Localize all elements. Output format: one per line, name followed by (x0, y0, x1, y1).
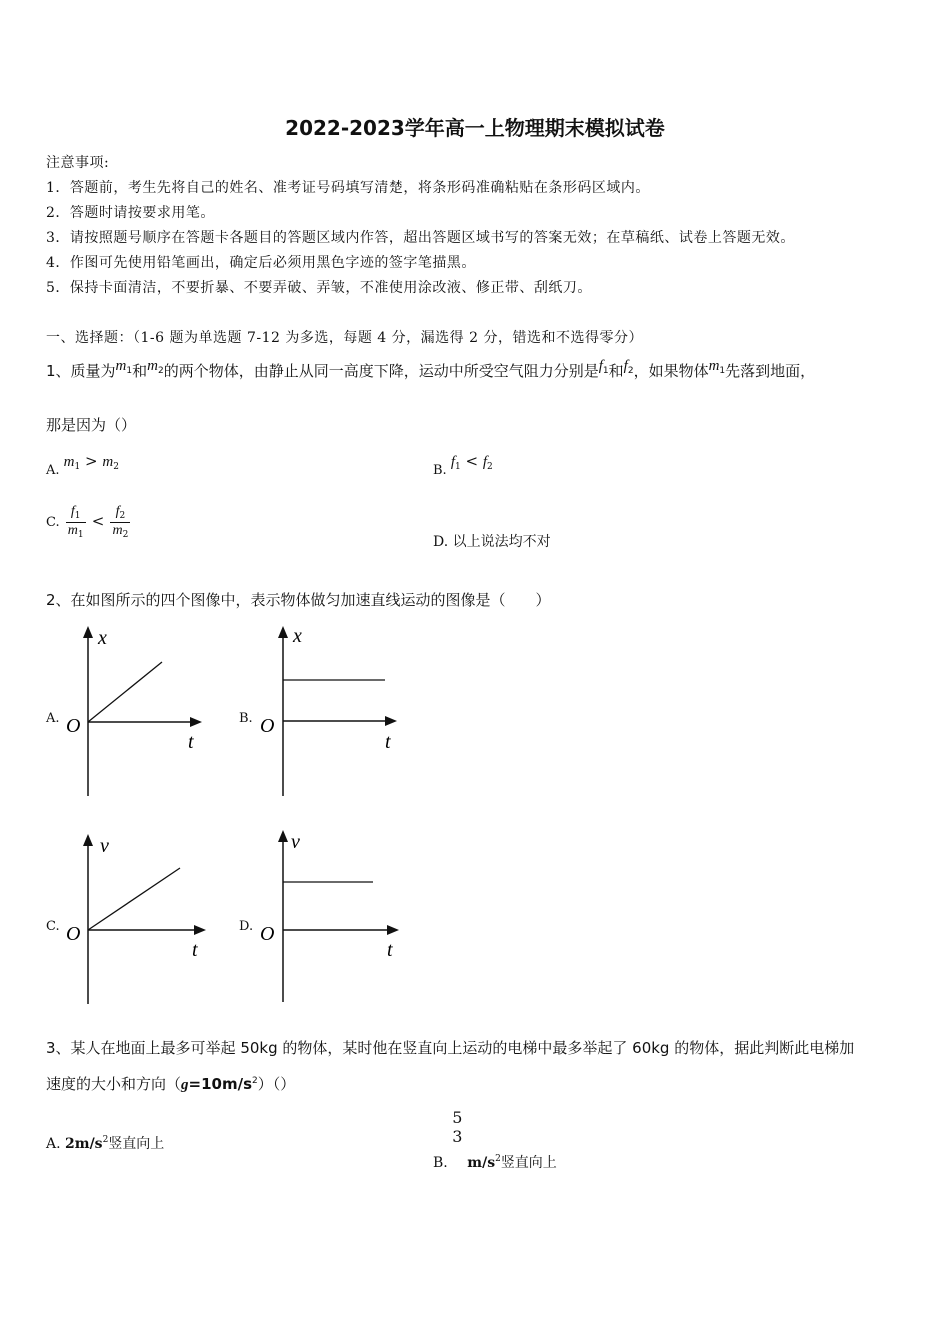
q1-option-c (46, 504, 132, 541)
x-arrow (387, 925, 399, 935)
subscript: 1 (719, 366, 726, 376)
option-direction: 竖直向上 (500, 1155, 557, 1172)
math-symbol: f (70, 504, 75, 519)
q1-text: 先落到地面， (725, 362, 816, 380)
option-label: B. (433, 1155, 448, 1172)
q1-text: 的两个物体，由静止从同一高度下降，运动中所受空气阻力分别是 (163, 362, 599, 380)
question-2-stem: 2、在如图所示的四个图像中，表示物体做匀加速直线运动的图像是（ ） (46, 591, 551, 609)
superscript: 2 (495, 1154, 501, 1165)
q2-graph-d (255, 826, 405, 1004)
f1-symbol: f (598, 358, 603, 374)
option-direction: 竖直向上 (108, 1136, 165, 1152)
note-item: 5．保持卡面清洁，不要折暴、不要弄破、弄皱，不准使用涂改液、修正带、刮纸刀。 (46, 280, 592, 296)
origin-label: O (260, 923, 275, 945)
x-axis-label: t (385, 731, 391, 753)
x-arrow (190, 717, 202, 727)
y-arrow (83, 626, 93, 638)
subscript: 2 (119, 511, 126, 521)
y-axis-label: x (293, 625, 302, 647)
q1-text: ，如果物体 (633, 362, 709, 380)
origin-label: O (66, 715, 81, 737)
superscript: 2 (252, 1076, 258, 1086)
x-axis-label: t (387, 939, 393, 961)
option-value: 2m/s (65, 1136, 103, 1152)
y-arrow (278, 830, 288, 842)
plot-line (88, 868, 180, 930)
subscript: 2 (157, 366, 164, 376)
q1-option-d: D. 以上说法均不对 (433, 534, 551, 550)
question-3-line1: 3、某人在地面上最多可举起 50kg 的物体，某时他在竖直向上运动的电梯中最多举起了 60kg 的物体，据此判断此电梯加 (46, 1039, 855, 1057)
superscript: 2 (102, 1135, 109, 1145)
q3-text: ）（） (257, 1075, 296, 1093)
subscript: 1 (77, 529, 84, 540)
note-item: 1．答题前，考生先将自己的姓名、准考证号码填写清楚，将条形码准确粘贴在条形码区域内。 (46, 180, 650, 196)
page-title: 2022-2023学年高一上物理期末模拟试卷 (285, 116, 665, 140)
math-symbol: f (482, 454, 488, 470)
q2-graph-b (255, 622, 405, 800)
q3-text: 速度的大小和方向（ (46, 1075, 182, 1093)
question-1-stem (46, 356, 815, 381)
y-axis-label: v (291, 831, 300, 853)
note-item: 3．请按照题号顺序在答题卡各题目的答题区域内作答，超出答题区域书写的答案无效；在草稿纸、试卷上答题无效。 (46, 230, 795, 246)
math-operator: < (91, 511, 105, 530)
q1-text: 1、质量为 (46, 362, 116, 380)
x-axis-label: t (188, 731, 194, 753)
denominator: 3 (452, 1127, 463, 1147)
x-arrow (385, 716, 397, 726)
q1-option-a (46, 452, 119, 478)
math-symbol: m (67, 522, 78, 538)
q3-option-a (46, 1133, 164, 1153)
q2-graph-c (60, 830, 210, 1008)
note-item: 4．作图可先使用铅笔画出，确定后必须用黑色字迹的签字笔描黑。 (46, 255, 476, 271)
g-symbol: g (181, 1077, 189, 1093)
math-operator: < (465, 452, 479, 470)
subscript: 1 (74, 511, 81, 521)
question-1-line2: 那是因为（） (46, 416, 137, 434)
subscript: 1 (126, 366, 133, 376)
subscript: 2 (487, 462, 493, 472)
q3-option-b (433, 1108, 557, 1172)
q2-graph-d-label: D. (239, 919, 254, 934)
question-3-line2 (46, 1073, 295, 1094)
section-heading: 一、选择题：（1-6 题为单选题 7-12 为多选，每题 4 分，漏选得 2 分，错选和不选得零分） (46, 330, 643, 346)
option-label: C. (46, 514, 60, 530)
math-symbol: f (450, 454, 455, 470)
y-arrow (83, 834, 93, 846)
option-unit: m/s (462, 1155, 496, 1172)
math-symbol: m (63, 454, 75, 470)
m1-symbol: m (708, 358, 720, 374)
q3-text: =10m/s (188, 1075, 252, 1093)
math-symbol: m (102, 454, 114, 470)
q2-graph-a (60, 622, 210, 800)
math-symbol: m (112, 522, 123, 538)
numerator: 5 (452, 1108, 463, 1127)
y-arrow (278, 626, 288, 638)
origin-label: O (260, 715, 275, 737)
subscript: 2 (113, 462, 119, 472)
q1-option-b (433, 452, 493, 478)
x-axis-label: t (192, 939, 198, 961)
f2-symbol: f (623, 358, 628, 374)
notes-heading: 注意事项: (46, 155, 110, 171)
m1-symbol: m (115, 358, 127, 374)
option-label: B. (433, 463, 447, 478)
subscript: 2 (627, 366, 634, 376)
plot-line (88, 662, 162, 722)
option-label: A. (46, 1136, 61, 1152)
fraction (452, 1108, 462, 1146)
q2-graph-b-label: B. (239, 711, 253, 726)
x-arrow (194, 925, 206, 935)
option-label: A. (46, 463, 60, 478)
subscript: 1 (455, 462, 461, 472)
y-axis-label: x (98, 627, 107, 649)
note-item: 2．答题时请按要求用笔。 (46, 205, 215, 221)
origin-label: O (66, 923, 81, 945)
subscript: 1 (602, 366, 609, 376)
q2-graph-a-label: A. (46, 711, 60, 726)
q1-text: 和 (608, 362, 624, 380)
math-operator: > (85, 452, 98, 470)
subscript: 2 (122, 529, 129, 540)
m2-symbol: m (147, 358, 158, 374)
q1-text: 和 (132, 362, 148, 380)
subscript: 1 (74, 462, 81, 472)
y-axis-label: v (100, 835, 109, 857)
math-symbol: f (115, 504, 120, 519)
q2-graph-c-label: C. (46, 919, 60, 934)
